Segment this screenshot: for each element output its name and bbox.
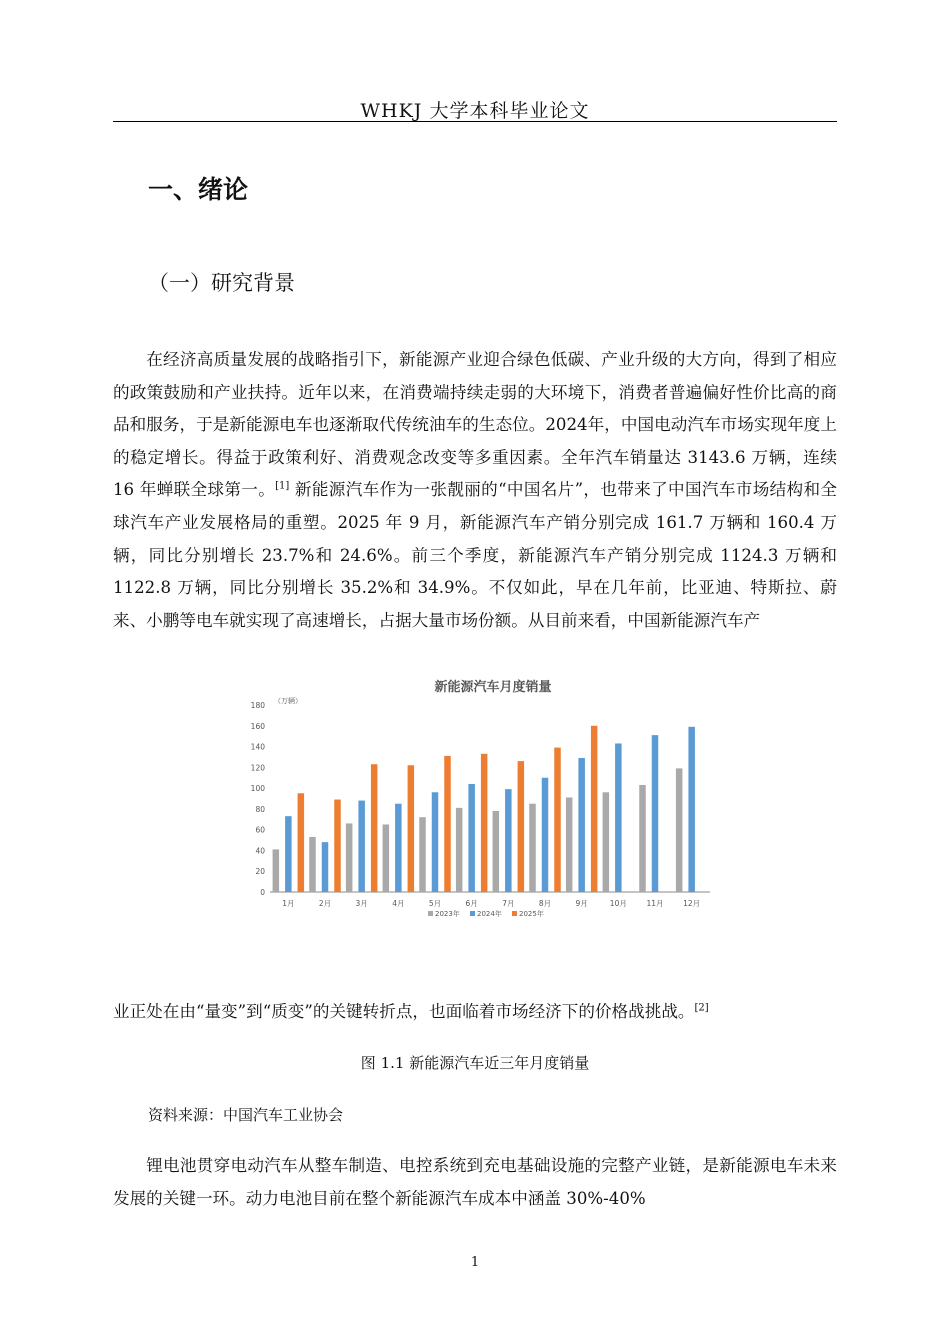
- bar-2024年-5月: [432, 792, 439, 892]
- paragraph-2-text: 业正处在由“量变”到“质变”的关键转折点，也面临着市场经济下的价格战挑战。: [113, 1002, 695, 1021]
- y-tick-label-60: 60: [255, 825, 265, 835]
- bar-2023年-4月: [383, 824, 390, 892]
- bar-2023年-8月: [529, 804, 536, 892]
- y-tick-label-0: 0: [260, 888, 265, 897]
- bar-2025年-8月: [554, 748, 561, 892]
- legend-label-2025年: 2025年: [519, 910, 544, 918]
- legend-label-2024年: 2024年: [477, 910, 502, 918]
- citation-1[interactable]: [1]: [275, 480, 290, 492]
- bar-2025年-7月: [518, 761, 525, 892]
- y-tick-label-40: 40: [255, 846, 265, 856]
- bar-2025年-4月: [408, 765, 415, 892]
- legend-swatch-2025年: [512, 911, 517, 916]
- legend-swatch-2023年: [428, 911, 433, 916]
- x-tick-label-11月: 11月: [646, 899, 664, 908]
- x-tick-label-1月: 1月: [282, 899, 295, 908]
- bar-2023年-12月: [676, 768, 683, 892]
- chapter-heading: 一、绪论: [148, 175, 249, 204]
- y-tick-label-100: 100: [250, 784, 265, 794]
- bar-2023年-6月: [456, 808, 463, 892]
- paragraph-3: 锂电池贯穿电动汽车从整车制造、电控系统到充电基础设施的完整产业链，是新能源电车未来发展的关键一环。动力电池目前在整个新能源汽车成本中涵盖 30%-40%: [113, 1156, 837, 1208]
- x-tick-label-3月: 3月: [355, 899, 368, 908]
- figure-caption: 图 1.1 新能源汽车近三年月度销量: [360, 1054, 590, 1072]
- bar-2024年-2月: [322, 842, 329, 892]
- legend-label-2023年: 2023年: [435, 910, 460, 918]
- bar-2023年-1月: [273, 849, 280, 892]
- bar-2025年-6月: [481, 754, 488, 892]
- x-tick-label-5月: 5月: [428, 899, 442, 908]
- bar-2023年-5月: [419, 817, 426, 892]
- x-tick-label-6月: 6月: [465, 899, 478, 908]
- bar-2023年-9月: [566, 797, 573, 892]
- bar-2025年-5月: [444, 756, 451, 892]
- y-tick-label-20: 20: [255, 867, 265, 877]
- bar-2023年-11月: [639, 785, 646, 892]
- bar-2024年-8月: [542, 778, 549, 892]
- bar-2024年-1月: [285, 816, 292, 892]
- x-tick-label-8月: 8月: [538, 899, 552, 908]
- figure-source: 资料来源：中国汽车工业协会: [148, 1106, 344, 1124]
- paragraph-1-text-b: 新能源汽车作为一张靓丽的“中国名片”，也带来了中国汽车市场结构和全球汽车产业发展格局的重塑。2025 年 9 月，新能源汽车产销分别完成 161.7 万辆和 160.4 万辆，同比分别增长 23.7%和 24.6%。前三个季度，新能源汽车产销分别完成 1124.3 万辆和 1122.8 万辆，同比分别增长 35.2%和 34.9%。不仅如此，早在几年前，比亚迪、特斯拉、蔚来、小鹏等电车就实现了高速增长，占据大量市场份额。从目前来看，中国新能源汽车产: [113, 480, 837, 630]
- legend-swatch-2024年: [470, 911, 475, 916]
- sales-chart: [240, 672, 720, 930]
- paragraph-1: [113, 344, 837, 637]
- page-header: WHKJ 大学本科毕业论文: [360, 100, 590, 122]
- y-tick-label-120: 120: [250, 763, 265, 773]
- bar-2024年-3月: [358, 801, 365, 892]
- page-number: 1: [470, 1255, 480, 1270]
- citation-2[interactable]: [2]: [694, 1002, 709, 1014]
- bar-2024年-4月: [395, 804, 402, 892]
- bar-2024年-12月: [688, 727, 695, 892]
- x-tick-label-4月: 4月: [392, 899, 405, 908]
- bar-2023年-2月: [309, 837, 316, 892]
- y-tick-label-140: 140: [250, 742, 265, 752]
- bar-chart-svg: [240, 672, 720, 930]
- bar-2024年-6月: [468, 784, 475, 892]
- bar-2025年-3月: [371, 764, 378, 892]
- bar-2024年-11月: [652, 735, 659, 892]
- x-tick-label-7月: 7月: [502, 899, 515, 908]
- bar-2024年-9月: [578, 758, 585, 892]
- bar-2025年-2月: [334, 800, 341, 892]
- y-axis-unit: （万辆）: [274, 697, 302, 705]
- y-tick-label-80: 80: [255, 804, 265, 814]
- y-tick-label-160: 160: [250, 721, 265, 731]
- y-tick-label-180: 180: [250, 701, 265, 710]
- section-heading: （一）研究背景: [148, 271, 295, 295]
- x-tick-label-2月: 2月: [318, 899, 332, 908]
- x-tick-label-10月: 10月: [609, 899, 627, 908]
- x-tick-label-9月: 9月: [575, 899, 588, 908]
- bar-2023年-7月: [493, 811, 500, 892]
- bar-2025年-1月: [298, 793, 304, 892]
- x-tick-label-12月: 12月: [683, 899, 701, 908]
- bar-2023年-10月: [603, 792, 610, 892]
- paragraph-2: [113, 996, 837, 1029]
- header-rule: [113, 121, 837, 122]
- bar-2025年-9月: [591, 726, 598, 892]
- bar-2023年-3月: [346, 823, 353, 892]
- chart-title: 新能源汽车月度销量: [434, 680, 552, 695]
- paragraph-1-text-a: 在经济高质量发展的战略指引下，新能源产业迎合绿色低碳、产业升级的大方向，得到了相应的政策鼓励和产业扶持。近年以来，在消费端持续走弱的大环境下，消费者普遍偏好性价比高的商品和服务，于是新能源电车也逐渐取代传统油车的生态位。2024年，中国电动汽车市场实现年度上的稳定增长。得益于政策利好、消费观念改变等多重因素。全年汽车销量达 3143.6 万辆，连续 16 年蝉联全球第一。: [113, 350, 837, 500]
- bar-2024年-7月: [505, 789, 512, 892]
- bar-2024年-10月: [615, 743, 622, 892]
